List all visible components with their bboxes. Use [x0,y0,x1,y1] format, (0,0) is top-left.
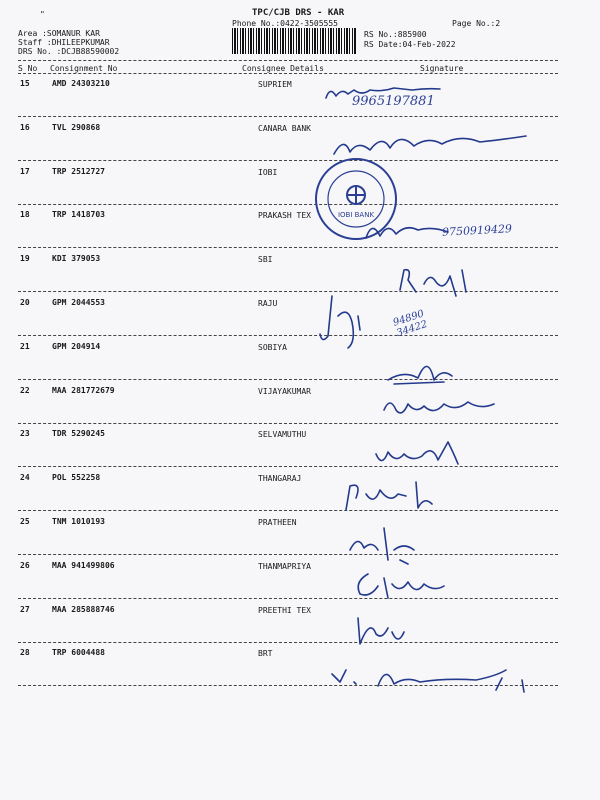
signature-18 [362,210,452,250]
drs-number: DRS No. :DCJB88590002 [18,47,120,56]
row-sno: 19 [20,254,30,263]
row-consignment-no: KDI 379053 [52,254,101,263]
row-divider [18,642,558,643]
col-consignee: Consignee Details [242,64,324,73]
signature-25 [344,520,424,570]
row-sno: 17 [20,167,30,176]
row-consignment-no: TVL 290868 [52,123,101,132]
col-sno: S No [18,64,38,73]
rs-number: RS No.:885900 [364,30,427,39]
row-consignee: SOBIYA [258,343,287,352]
row-consignee: VIJAYAKUMAR [258,387,311,396]
col-signature: Signature [420,64,464,73]
row-sno: 22 [20,386,30,395]
row-divider [18,554,558,555]
handwritten-phone-20: 94890 34422 [391,308,429,340]
row-consignment-no: MAA 281772679 [52,386,115,395]
phone-number: Phone No.:0422-3505555 [232,19,338,28]
rs-date: RS Date:04-Feb-2022 [364,40,456,49]
row-consignee: BRT [258,649,273,658]
row-consignee: CANARA BANK [258,124,311,133]
signature-24 [340,476,440,516]
row-sno: 20 [20,298,30,307]
handwritten-phone-18: 9750919429 [441,222,513,239]
signature-26 [350,564,450,604]
row-sno: 24 [20,473,30,482]
stamp-text: IOBI BANK [337,211,375,219]
staff-label: Staff :DHILEEPKUMAR [18,38,110,47]
row-sno: 15 [20,79,30,88]
row-divider [18,247,558,248]
row-divider [18,598,558,599]
row-consignment-no: MAA 941499806 [52,561,115,570]
row-consignee: SELVAMUTHU [258,430,307,439]
row-sno: 25 [20,517,30,526]
header-divider [18,60,558,61]
row-divider [18,291,558,292]
signature-19 [396,262,476,302]
row-sno: 18 [20,210,30,219]
signature-16 [330,128,530,168]
row-consignment-no: AMD 24303210 [52,79,110,88]
row-divider [18,510,558,511]
row-divider [18,116,558,117]
signature-15 [322,84,452,106]
row-consignment-no: GPM 204914 [52,342,101,351]
barcode [232,28,356,54]
row-consignment-no: MAA 285888746 [52,605,115,614]
signature-27 [352,610,412,654]
row-sno: 23 [20,429,30,438]
row-consignee: THANGARAJ [258,474,302,483]
row-consignment-no: TDR 5290245 [52,429,105,438]
row-sno: 16 [20,123,30,132]
handwritten-phone-15: 9965197881 [352,94,435,109]
row-sno: 26 [20,561,30,570]
row-consignee: SBI [258,255,273,264]
signature-20 [318,286,378,356]
col-consignment: Consignment No [50,64,118,73]
row-consignee: PREETHI TEX [258,606,311,615]
corner-mark: " [40,10,45,19]
row-consignee: SUPRIEM [258,80,292,89]
row-sno: 27 [20,605,30,614]
signature-23 [372,434,462,474]
row-consignee: THANMAPRIYA [258,562,311,571]
document-title: TPC/CJB DRS - KAR [252,8,345,18]
row-divider [18,204,558,205]
page-number: Page No.:2 [452,19,501,28]
area-label: Area :SOMANUR KAR [18,29,100,38]
row-consignee: IOBI [258,168,278,177]
row-consignment-no: POL 552258 [52,473,101,482]
row-consignee: PRAKASH TEX [258,211,311,220]
signature-21 [384,350,464,390]
signature-22 [380,390,500,424]
row-consignment-no: TRP 6004488 [52,648,105,657]
signature-28 [326,656,546,700]
row-consignment-no: TNM 1010193 [52,517,105,526]
row-sno: 21 [20,342,30,351]
row-consignment-no: TRP 2512727 [52,167,105,176]
row-divider [18,335,558,336]
row-divider [18,379,558,380]
row-consignee: PRATHEEN [258,518,297,527]
row-divider [18,466,558,467]
row-consignee: RAJU [258,299,278,308]
columns-divider [18,73,558,74]
row-sno: 28 [20,648,30,657]
row-consignment-no: GPM 2044553 [52,298,105,307]
row-consignment-no: TRP 1418703 [52,210,105,219]
